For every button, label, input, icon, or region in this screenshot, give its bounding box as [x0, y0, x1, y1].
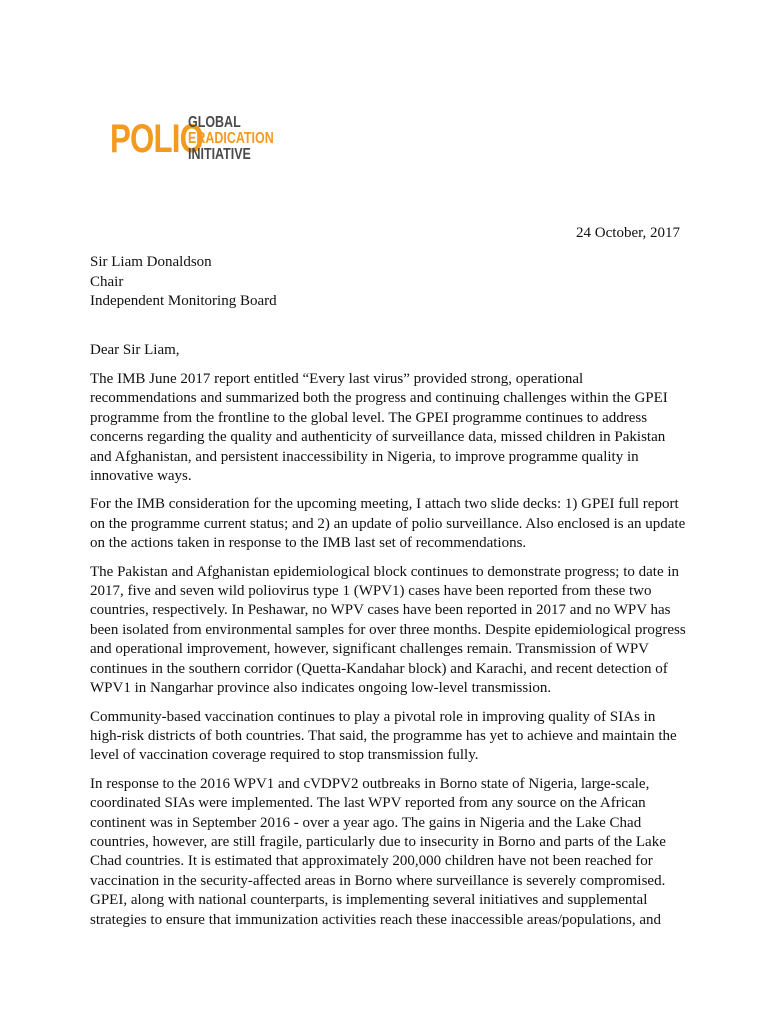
addressee-title: Chair — [90, 273, 124, 290]
gpei-logo — [110, 112, 298, 166]
addressee-block — [90, 253, 277, 312]
paragraph-imb-report: The IMB June 2017 report entitled “Every last virus” provided strong, operational recommendations and summarized both the progress and continuing challenges within the GPEI programme from the frontline to the global level. The GPEI programme continues to address concerns regarding the quality and authenticity of surveillance data, missed children in Pakistan and Afghanistan, and persistent inaccessibility in Nigeria, to improve programme quality in innovative ways. — [90, 371, 668, 485]
salutation: Dear Sir Liam, — [90, 342, 180, 358]
paragraph-pakistan-afghanistan: The Pakistan and Afghanistan epidemiological block continues to demonstrate progress; to date in 2017, five and seven wild poliovirus type 1 (WPV1) cases have been reported from these two countries, respectively. In Peshawar, no WPV cases have been reported in 2017 and no WPV has been isolated from environmental samples for over three months. Despite epidemiological progress and operational improvement, however, significant challenges remain. Transmission of WPV continues in the southern corridor (Quetta-Kandahar block) and Karachi, and recent detection of WPV1 in Nangarhar province also indicates ongoing low-level transmission. — [90, 563, 686, 697]
addressee-name: Sir Liam Donaldson — [90, 254, 212, 270]
addressee-organization: Independent Monitoring Board — [90, 293, 277, 309]
logo-polio-text: POLIO — [110, 117, 204, 161]
paragraph-community-vaccination: Community-based vaccination continues to play a pivotal role in improving quality of SIAs in high-risk districts of both countries. That said, the programme has yet to achieve and maintain the level of vaccination coverage required to stop transmission fully. — [90, 708, 677, 764]
letter-body — [90, 370, 690, 939]
logo-global-text: GLOBAL — [188, 114, 241, 131]
logo-eradication-text: ERADICATION — [188, 130, 274, 147]
paragraph-nigeria-outbreaks: In response to the 2016 WPV1 and cVDPV2 outbreaks in Borno state of Nigeria, large-scale, coordinated SIAs were implemented. The last WPV reported from any source on the African continent was in September 2016 - over a year ago. The gains in Nigeria and the Lake Chad countries, however, are still fragile, particularly due to insecurity in Borno and parts of the Lake Chad countries. It is estimated that approximately 200,000 children have not been reached for vaccination in the security-affected areas in Borno where surveillance is severely compromised. GPEI, along with national counterparts, is implementing several initiatives and supplemental strategies to ensure that immunization activities reach these inaccessible areas/populations, and — [90, 775, 666, 928]
paragraph-slide-decks: For the IMB consideration for the upcoming meeting, I attach two slide decks: 1) GPEI full report on the programme current status; and 2) an update of polio surveillance. Also enclosed is an update on the actions taken in response to the IMB last set of recommendations. — [90, 496, 686, 552]
logo-initiative-text: INITIATIVE — [188, 146, 251, 163]
letter-date: 24 October, 2017 — [576, 225, 680, 241]
logo-text-stack — [188, 115, 298, 163]
